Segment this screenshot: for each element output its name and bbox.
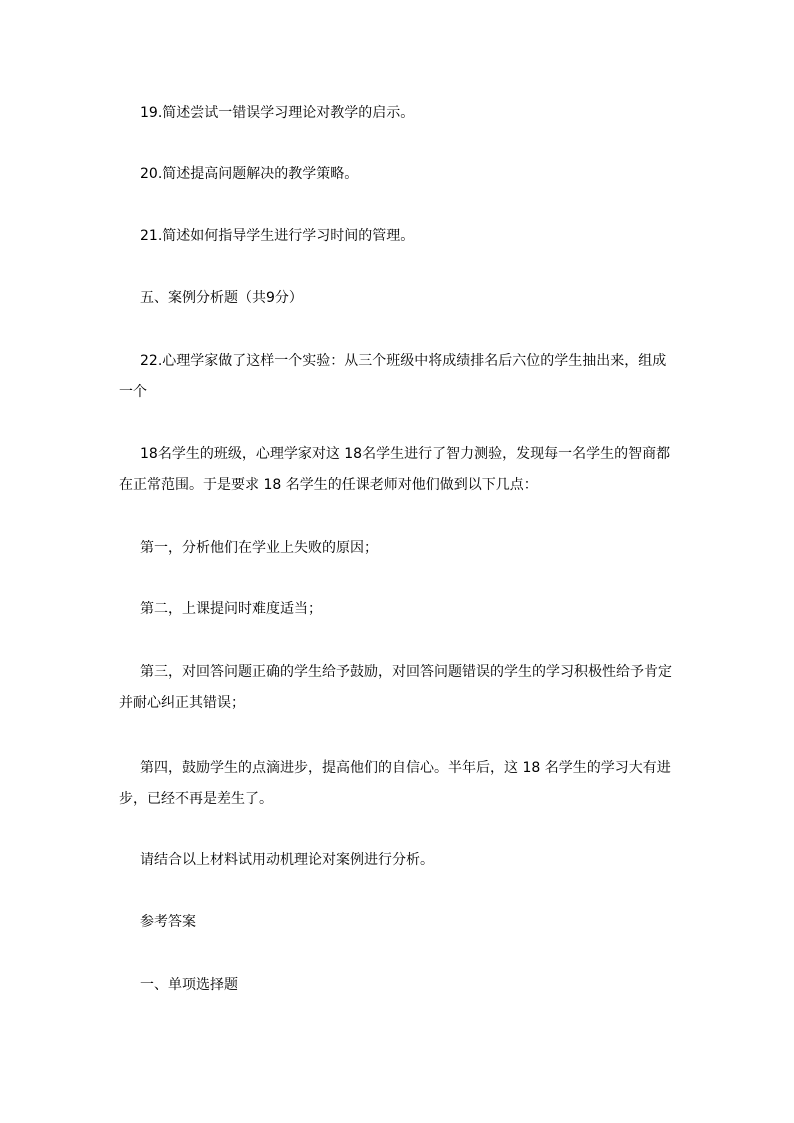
case-point-3 [119, 657, 683, 719]
question-20: 20.简述提高问题解决的教学策略。 [140, 166, 359, 182]
case-point-3-line-1: 第三，对回答问题正确的学生给予鼓励，对回答问题错误的学生的学习积极性给予肯定 [140, 664, 672, 680]
section-heading-case-analysis: 五、案例分析题（共9分） [140, 290, 303, 306]
case-paragraph-1 [119, 346, 683, 408]
answers-section-single-choice: 一、单项选择题 [140, 977, 238, 993]
case-question: 请结合以上材料试用动机理论对案例进行分析。 [140, 852, 434, 868]
case-point-4-line-2: 步，已经不再是差生了。 [119, 791, 273, 807]
case-paragraph-2-line-1: 18名学生的班级，心理学家对这 18名学生进行了智力测验，发现每一名学生的智商都 [140, 446, 671, 462]
question-19: 19.简述尝试一错误学习理论对教学的启示。 [140, 105, 415, 121]
case-paragraph-1-line-2: 一个 [119, 384, 147, 400]
case-paragraph-2 [119, 439, 683, 501]
case-paragraph-1-line-1: 22.心理学家做了这样一个实验：从三个班级中将成绩排名后六位的学生抽出来，组成 [140, 353, 667, 369]
case-point-3-line-2: 并耐心纠正其错误； [119, 695, 245, 711]
case-point-4 [119, 753, 683, 815]
case-point-1: 第一，分析他们在学业上失败的原因； [140, 540, 378, 556]
case-paragraph-2-line-2: 在正常范围。于是要求 18 名学生的任课老师对他们做到以下几点： [119, 477, 538, 493]
case-point-4-line-1: 第四，鼓励学生的点滴进步，提高他们的自信心。半年后，这 18 名学生的学习大有进 [140, 760, 671, 776]
question-21: 21.简述如何指导学生进行学习时间的管理。 [140, 228, 415, 244]
case-point-2: 第二，上课提问时难度适当； [140, 601, 322, 617]
answers-heading: 参考答案 [140, 914, 196, 930]
